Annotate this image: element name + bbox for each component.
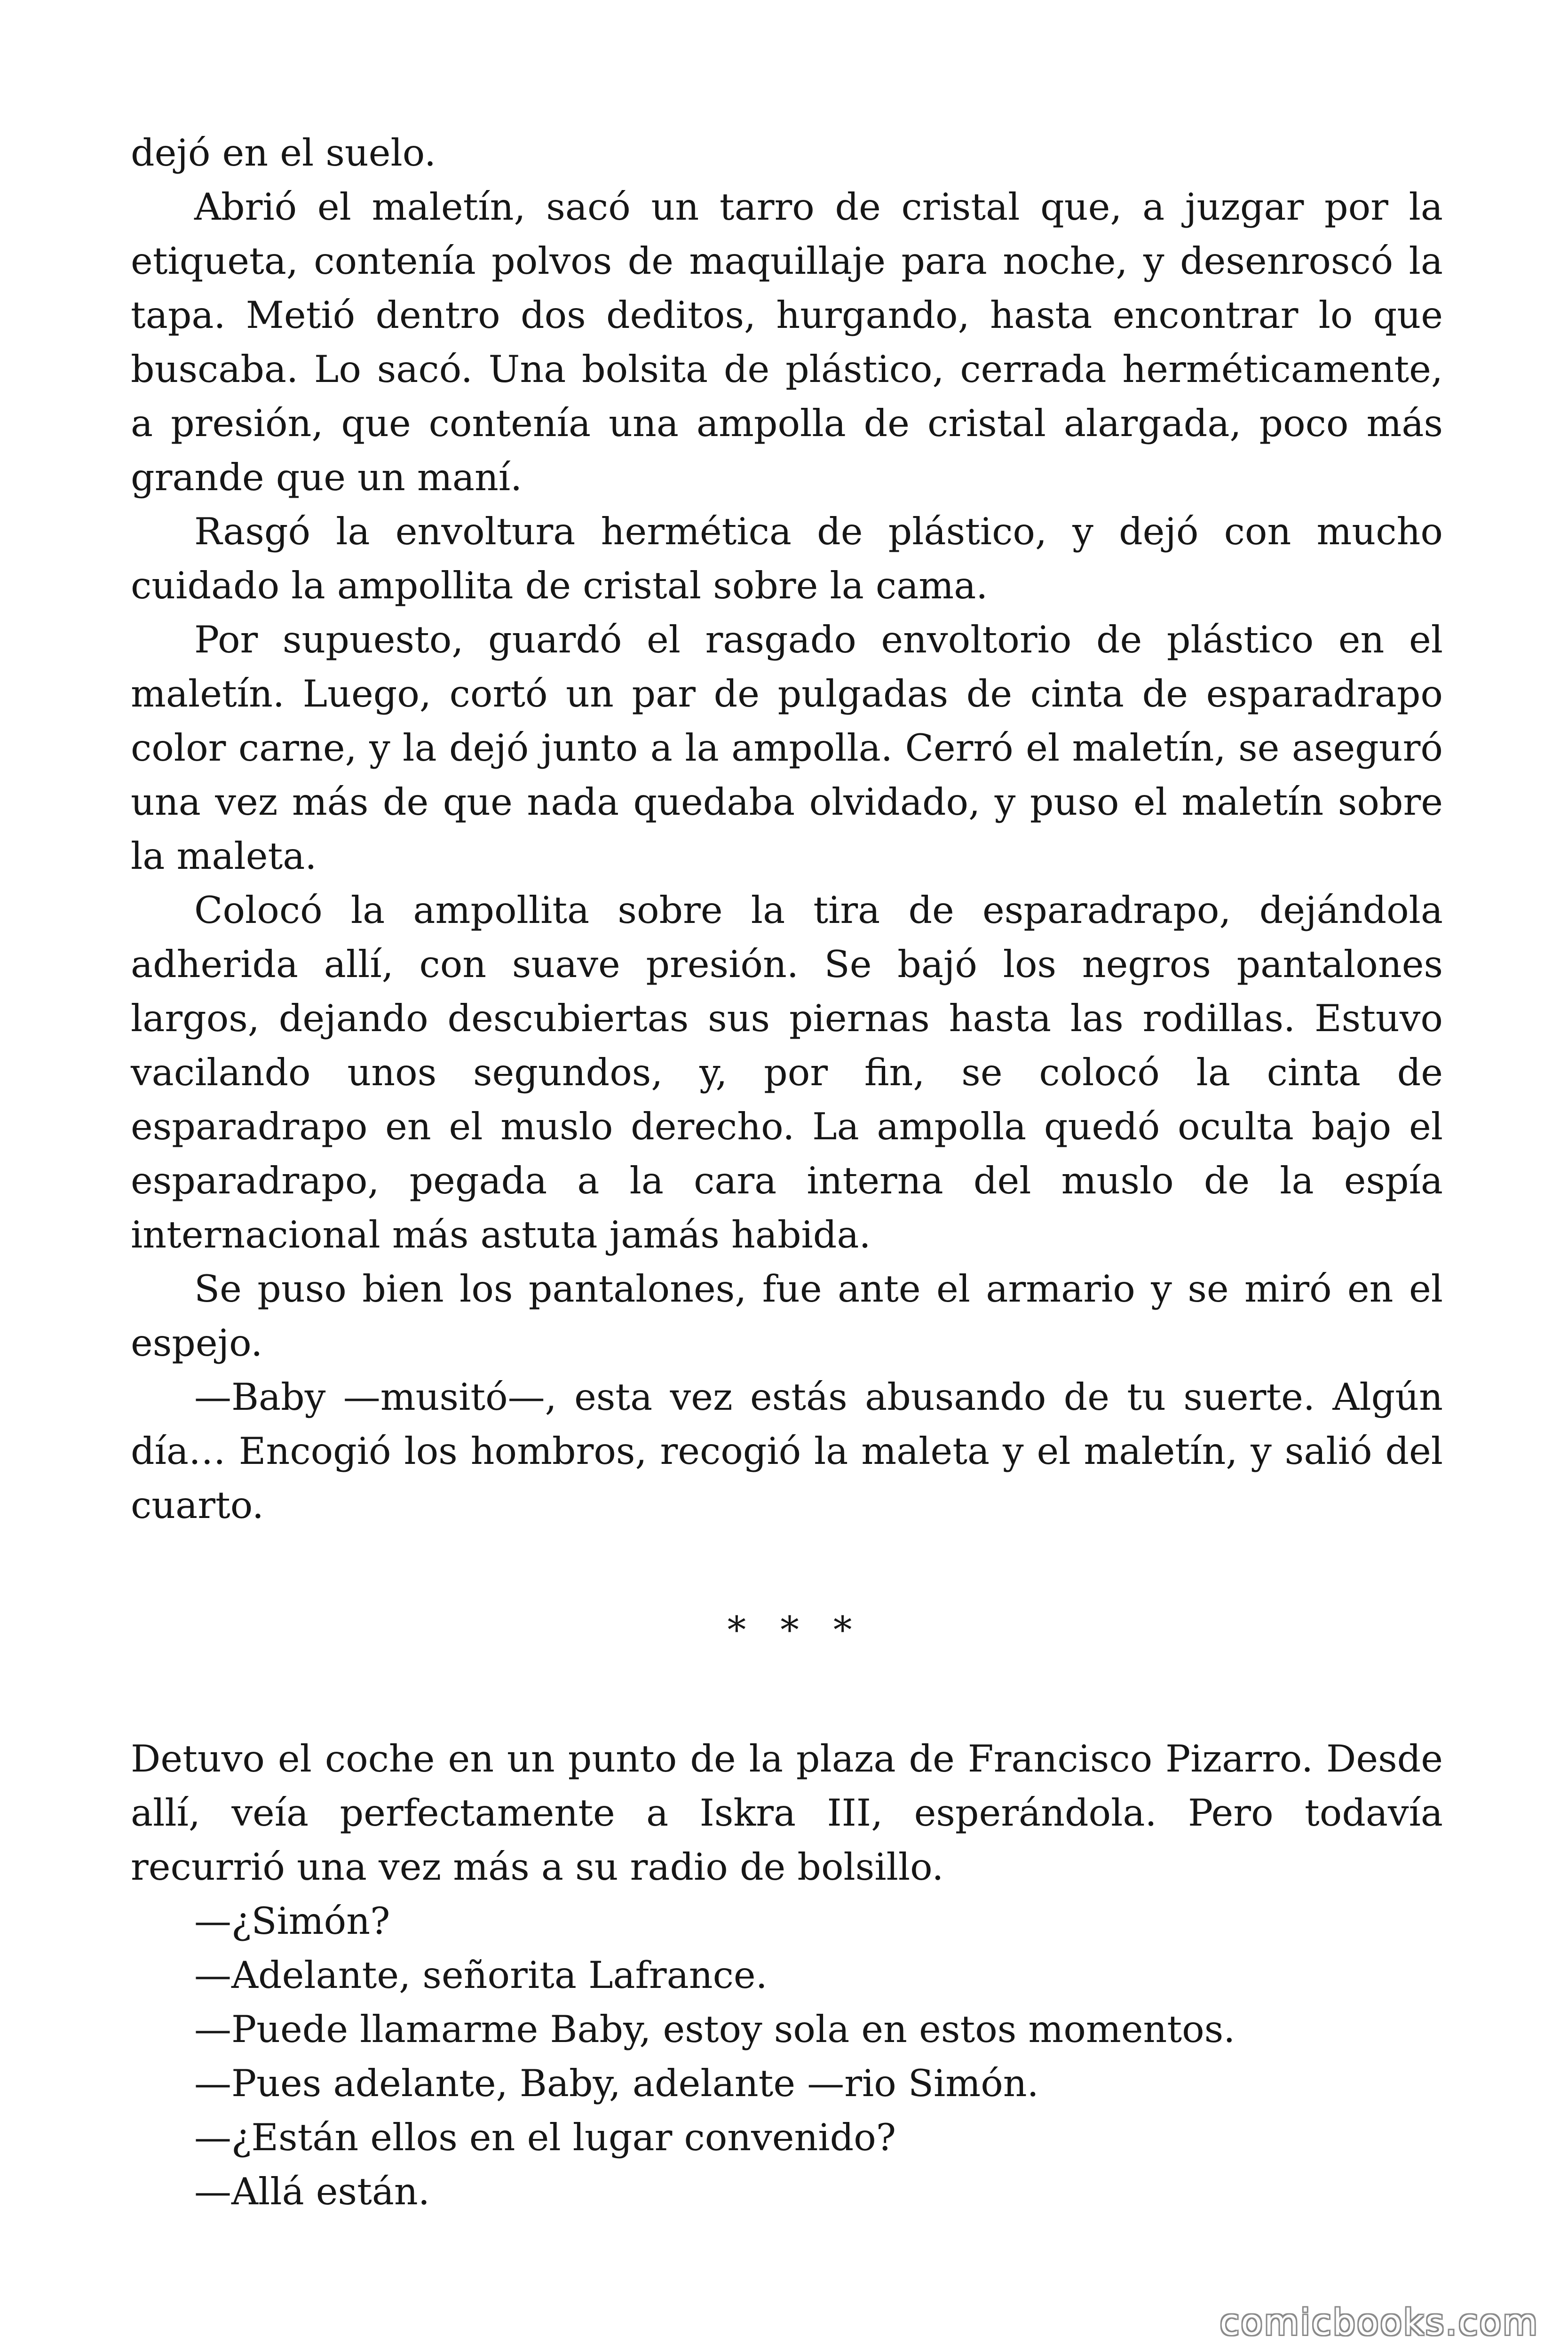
paragraph: Se puso bien los pantalones, fue ante el armario y se miró en el espejo. <box>131 1267 1443 1365</box>
text-section-2 <box>131 1732 1443 2219</box>
paragraph: Detuvo el coche en un punto de la plaza de Francisco Pizarro. Desde allí, veía perfectamente a Iskra III, esperándola. Pero todavía recurrió una vez más a su radio de bolsillo. <box>131 1737 1443 1889</box>
paragraph: —Allá están. <box>194 2170 430 2213</box>
paragraph: —¿Están ellos en el lugar convenido? <box>194 2116 896 2159</box>
paragraph: Rasgó la envoltura hermética de plástico, y dejó con mucho cuidado la ampollita de cristal sobre la cama. <box>131 510 1443 607</box>
paragraph: —Pues adelante, Baby, adelante —rio Simón. <box>194 2062 1039 2105</box>
paragraph: —Puede llamarme Baby, estoy sola en estos momentos. <box>194 2008 1235 2051</box>
section-separator: * * * <box>727 1608 863 1652</box>
paragraph: Abrió el maletín, sacó un tarro de cristal que, a juzgar por la etiqueta, contenía polvos de maquillaje para noche, y desenroscó la tapa. Metió dentro dos deditos, hurgando, hasta encontrar lo que buscaba. Lo sacó. Una bolsita de plástico, cerrada herméticamente, a presión, que contenía una ampolla de cristal alargada, poco más grande que un maní. <box>131 185 1443 499</box>
paragraph: —¿Simón? <box>194 1899 390 1943</box>
watermark: comicbooks.com <box>1220 2301 1539 2343</box>
paragraph: —Adelante, señorita Lafrance. <box>194 1954 768 1997</box>
paragraph: Colocó la ampollita sobre la tira de esparadrapo, dejándola adherida allí, con suave presión. Se bajó los negros pantalones largos, dejando descubiertas sus piernas hasta las rodillas. Estuvo vacilando unos segundos, y, por fin, se colocó la cinta de esparadrapo en el muslo derecho. La ampolla quedó oculta bajo el esparadrapo, pegada a la cara interna del muslo de la espía internacional más astuta jamás habida. <box>131 889 1443 1256</box>
paragraph: dejó en el suelo. <box>131 131 436 175</box>
paragraph: —Baby —musitó—, esta vez estás abusando de tu suerte. Algún día… Encogió los hombros, recogió la maleta y el maletín, y salió del cuarto. <box>131 1375 1443 1527</box>
paragraph: Por supuesto, guardó el rasgado envoltorio de plástico en el maletín. Luego, cortó un par de pulgadas de cinta de esparadrapo color carne, y la dejó junto a la ampolla. Cerró el maletín, se aseguró una vez más de que nada quedaba olvidado, y puso el maletín sobre la maleta. <box>131 618 1443 878</box>
text-section-1 <box>131 126 1443 1533</box>
